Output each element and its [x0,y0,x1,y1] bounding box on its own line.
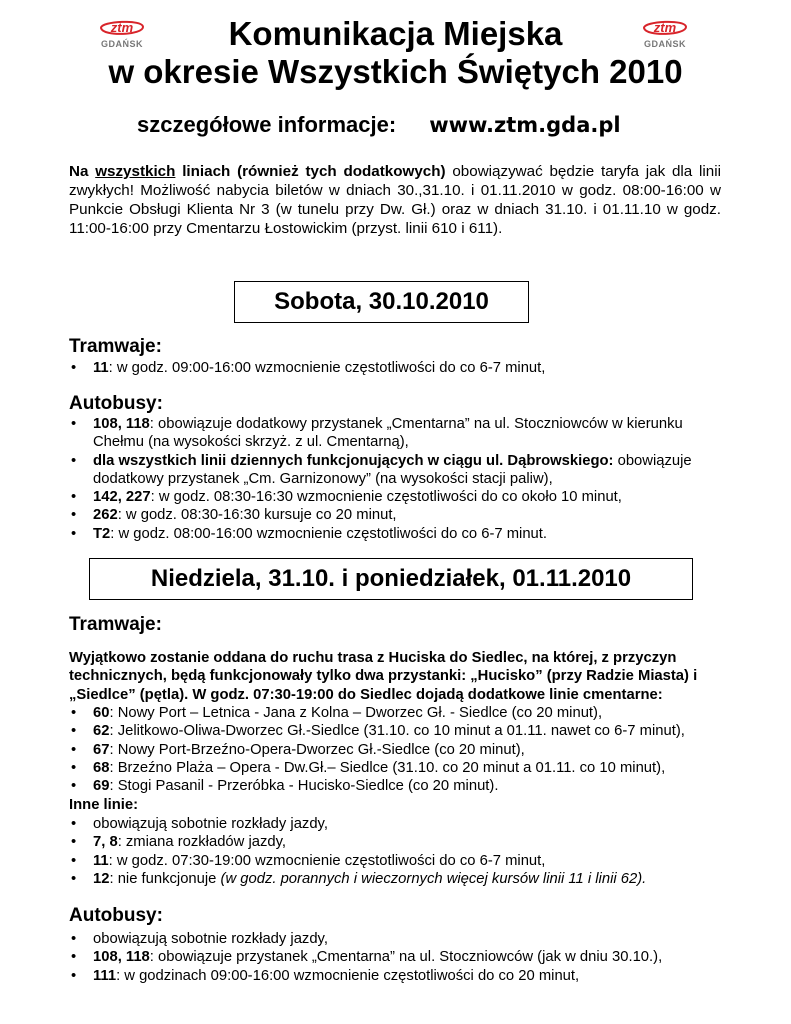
sunday-heading-box: Niedziela, 31.10. i poniedziałek, 01.11.2010 [89,558,693,600]
details-label: szczegółowe informacje: [137,112,397,137]
list-item: • obowiązują sobotnie rozkłady jazdy, [71,931,328,947]
saturday-trams-list [69,359,729,377]
route-note: Wyjątkowo zostanie oddana do ruchu trasa z Huciska do Siedlec, na której, z przyczyn technicznych, będą funkcjonowały tylko dwa przystanki: „Hucisko” (przy Radzie Miasta) i „Siedlce” (pętla). W godz. 07:30-19:00 do Siedlec dojadą dodatkowe linie cmentarne: [69,650,698,703]
sunday-buses-list [69,930,729,985]
svg-text:ztm: ztm [110,20,134,35]
list-item: • 60: Nowy Port – Letnica - Jana z Kolna – Dworzec Gł. - Siedlce (co 20 minut), [71,705,603,721]
list-item: • 62: Jelitkowo-Oliwa-Dworzec Gł.-Siedlce (31.10. co 10 minut a 01.11. nawet co 6-7 minut), [71,723,685,740]
other-lines-heading: Inne linie: [69,797,139,813]
list-item: • 12: nie funkcjonuje (w godz. porannych i wieczornych więcej kursów linii 11 i linii 62). [71,870,647,887]
ztm-logo-wordmark: GDAŃSK [100,39,143,49]
svg-text:ztm: ztm [653,20,677,35]
sunday-trams-heading: Tramwaje: [69,614,162,635]
list-item: • 68: Brzeźno Plaża – Opera - Dw.Gł.– Siedlce (31.10. co 20 minut a 01.11. co 10 minut), [71,759,666,776]
intro-lead: Na [69,163,96,180]
list-item: • 111: w godzinach 09:00-16:00 wzmocnienie częstotliwości do co 20 minut, [71,967,580,984]
details-line [137,112,621,138]
intro-bold: liniach (również tych dodatkowych) [175,163,446,180]
details-url-link[interactable]: www.ztm.gda.pl [429,113,621,137]
list-item: • 7, 8: zmiana rozkładów jazdy, [71,834,287,851]
intro-underlined: wszystkich [95,163,176,180]
list-item: • obowiązują sobotnie rozkłady jazdy, [71,816,328,832]
saturday-trams-heading: Tramwaje: [69,336,162,357]
sunday-buses-heading: Autobusy: [69,905,163,926]
list-item: • 11: w godz. 07:30-19:00 wzmocnienie częstotliwości do co 6-7 minut, [71,852,546,869]
intro-body: obowiązywać będzie taryfa jak dla linii zwykłych! Możliwość nabycia biletów w dniach 30.,31.10. i 01.11.2010 w godz. 08:00-16:00 w Punkcie Obsługi Klienta Nr 3 (w tunelu przy Dw. Gł.) oraz w dniach 31.10. i 01.11.10 w godz. 11:00-16:00 przy Cmentarzu Łostowickim (przyst. linii 610 i 611). [69,163,721,237]
page-title-line1: Komunikacja Miejska [228,15,563,52]
ztm-logo-wordmark: GDAŃSK [643,39,686,49]
list-item: • 108, 118: obowiązuje dodatkowy przystanek „Cmentarna” na ul. Stoczniowców w kierunku Chełmu (na wysokości skrzyż. z ul. Cmentarną), [71,416,683,451]
other-lines-list [69,815,729,888]
list-item: • 142, 227: w godz. 08:30-16:30 wzmocnienie częstotliwości do co około 10 minut, [71,489,622,506]
list-item: • 108, 118: obowiązuje przystanek „Cmentarna” na ul. Stoczniowców (jak w dniu 30.10.), [71,949,663,966]
page-title-line2: w okresie Wszystkich Świętych 2010 [108,53,683,90]
list-item: • 67: Nowy Port-Brzeźno-Opera-Dworzec Gł.-Siedlce (co 20 minut), [71,741,525,758]
cemetery-lines-list [69,704,729,795]
saturday-buses-list [69,415,729,543]
list-item: • T2: w godz. 08:00-16:00 wzmocnienie częstotliwości do co 6-7 minut. [71,525,548,542]
list-item: • 262: w godz. 08:30-16:30 kursuje co 20 minut, [71,507,397,524]
list-item: • 69: Stogi Pasanil - Przeróbka - Hucisko-Siedlce (co 20 minut). [71,778,499,795]
saturday-heading-box: Sobota, 30.10.2010 [234,281,529,323]
list-item: • dla wszystkich linii dziennych funkcjonujących w ciągu ul. Dąbrowskiego: obowiązuje dodatkowy przystanek „Cm. Garnizonowy” (na wysokości stacji paliw), [71,452,692,487]
list-item: • 11: w godz. 09:00-16:00 wzmocnienie częstotliwości do co 6-7 minut, [71,360,546,376]
intro-paragraph [69,162,721,238]
saturday-buses-heading: Autobusy: [69,393,163,414]
